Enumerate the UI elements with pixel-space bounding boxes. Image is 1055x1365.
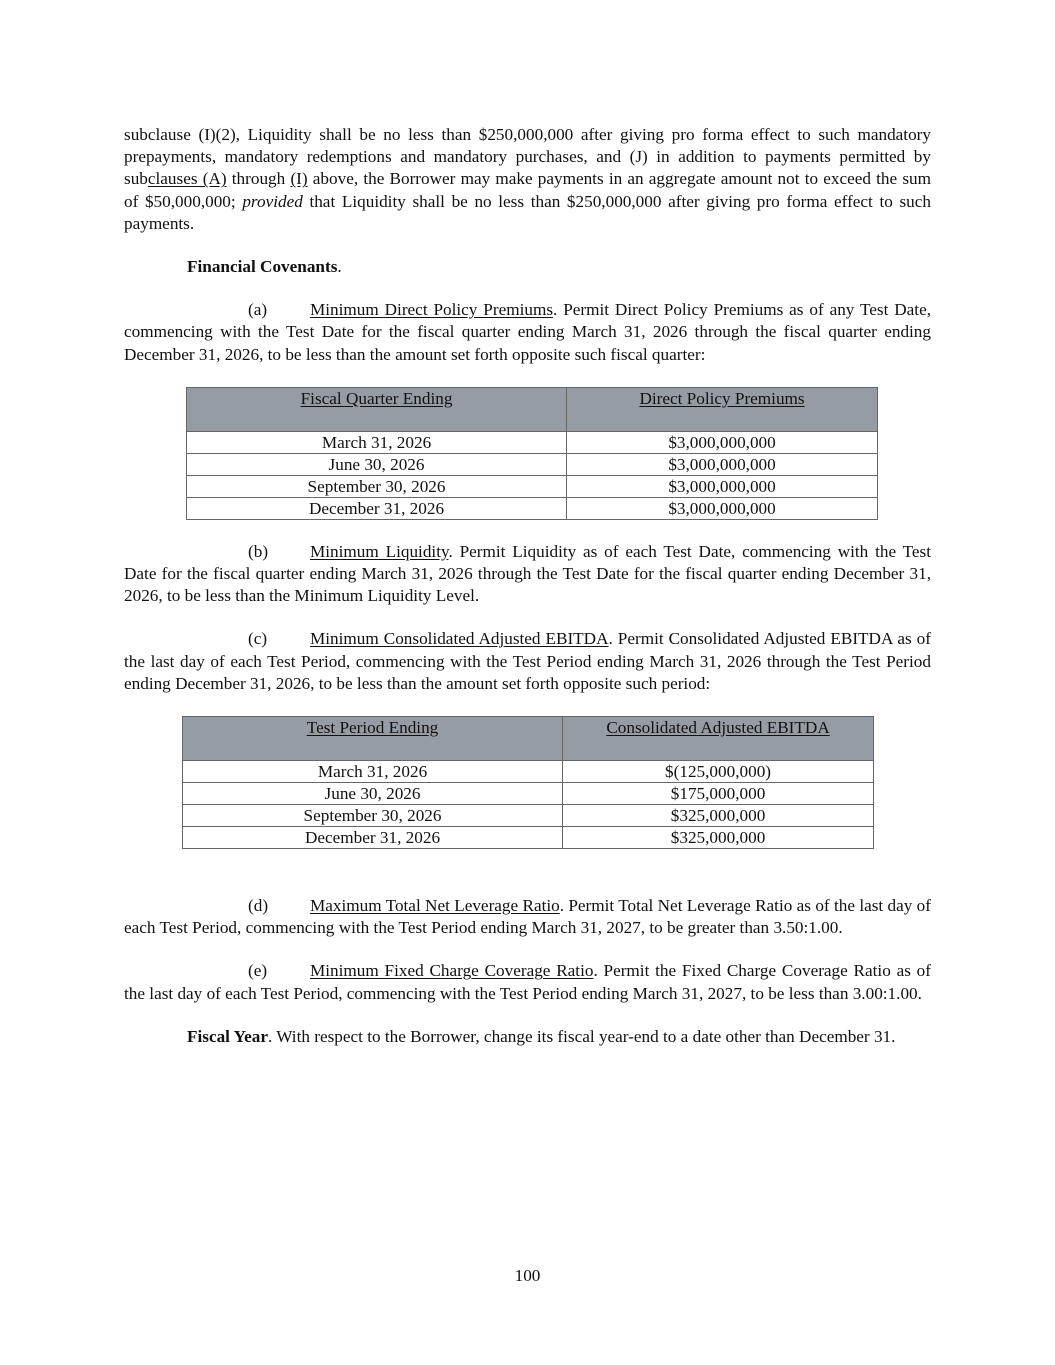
table-cell: June 30, 2026 — [187, 453, 567, 475]
clause-c-label: (c) — [248, 629, 268, 649]
table-cell: $3,000,000,000 — [567, 453, 878, 475]
table-row — [187, 497, 878, 519]
table-row — [183, 827, 874, 849]
header-consolidated-adjusted-ebitda: Consolidated Adjusted EBITDA — [606, 718, 830, 738]
clause-a-label: (a) — [248, 300, 268, 320]
clause-b-title: Minimum Liquidity — [310, 541, 449, 561]
clause-b-text: . Permit Liquidity as of each Test Date, commencing with the Test Date for the fiscal quarter ending March 31, 2026 through the Test Date for the fiscal quarter ending December 31, 2026, to be less than the Minimum Liquidity Level. — [124, 541, 931, 606]
clause-a-text: . Permit Direct Policy Premiums as of any Test Date, commencing with the Test Date for the fiscal quarter ending March 31, 2026 through the fiscal quarter ending December 31, 2026, to be less than the amount set forth opposite such fiscal quarter: — [124, 300, 931, 364]
clause-a-title: Minimum Direct Policy Premiums — [310, 300, 554, 320]
clause-c — [124, 628, 931, 695]
intro-underline-i: (I) — [290, 169, 308, 189]
header-fiscal-quarter-ending: Fiscal Quarter Ending — [300, 388, 453, 408]
intro-underline-clauses: clauses (A) — [147, 169, 227, 189]
clause-a — [124, 299, 931, 366]
fiscal-year-text: . With respect to the Borrower, change its fiscal year-end to a date other than December 31. — [267, 1026, 896, 1046]
table-header-row — [183, 717, 874, 761]
direct-policy-premiums-table — [186, 387, 878, 520]
intro-paragraph — [124, 124, 931, 235]
table-row — [183, 761, 874, 783]
clause-b — [124, 541, 931, 608]
clause-e-title: Minimum Fixed Charge Coverage Ratio — [310, 961, 594, 981]
intro-text-4: that Liquidity shall be no less than $250,000,000 after giving pro forma effect to such payments. — [124, 191, 931, 233]
table-header — [563, 717, 874, 761]
clause-b-label: (b) — [248, 541, 269, 561]
table-cell: March 31, 2026 — [183, 761, 563, 783]
table-row — [183, 783, 874, 805]
table-row — [187, 453, 878, 475]
clause-e-label: (e) — [248, 961, 268, 981]
intro-text-2: through — [226, 169, 291, 189]
clause-c-title: Minimum Consolidated Adjusted EBITDA — [310, 629, 609, 649]
table-cell: December 31, 2026 — [187, 497, 567, 519]
intro-text-1: subclause (I)(2), Liquidity shall be no less than $250,000,000 after giving pro forma effect to such mandatory prepayments, mandatory redemptions and mandatory purchases, and (J) in addition to payments permitted by sub — [124, 125, 931, 189]
table-cell: September 30, 2026 — [183, 805, 563, 827]
table-cell: June 30, 2026 — [183, 783, 563, 805]
clause-e — [124, 960, 931, 1004]
document-page — [124, 124, 931, 1069]
table-header — [183, 717, 563, 761]
header-test-period-ending: Test Period Ending — [306, 718, 439, 738]
table-cell: $3,000,000,000 — [567, 431, 878, 453]
clause-d-text: . Permit Total Net Leverage Ratio as of the last day of each Test Period, commencing with the Test Period ending March 31, 2027, to be greater than 3.50:1.00. — [124, 896, 932, 938]
table-row — [187, 475, 878, 497]
clause-c-text: . Permit Consolidated Adjusted EBITDA as of the last day of each Test Period, commencing with the Test Period ending March 31, 2026 through the Test Period ending December 31, 2026, to be less than the amount set forth opposite such period: — [124, 629, 931, 693]
table-cell: September 30, 2026 — [187, 475, 567, 497]
clause-d-label: (d) — [248, 896, 269, 916]
table-cell: March 31, 2026 — [187, 431, 567, 453]
intro-text-3: above, the Borrower may make payments in an aggregate amount not to exceed the sum of $50,000,000; — [124, 169, 931, 211]
table-header — [567, 387, 878, 431]
consolidated-adjusted-ebitda-table — [182, 716, 874, 849]
header-direct-policy-premiums: Direct Policy Premiums — [639, 388, 805, 408]
clause-e-text: . Permit the Fixed Charge Coverage Ratio as of the last day of each Test Period, commencing with the Test Period ending March 31, 2027, to be less than 3.00:1.00. — [124, 961, 931, 1003]
clause-d — [124, 895, 931, 939]
intro-provided: provided — [242, 191, 303, 211]
clause-d-title: Maximum Total Net Leverage Ratio — [310, 896, 560, 916]
fiscal-year-title: Fiscal Year — [187, 1026, 268, 1046]
table-cell: $325,000,000 — [563, 805, 874, 827]
table-cell: $3,000,000,000 — [567, 475, 878, 497]
table-cell: $325,000,000 — [563, 827, 874, 849]
table-cell: $(125,000,000) — [563, 761, 874, 783]
table-row — [183, 805, 874, 827]
financial-covenants-title: Financial Covenants — [187, 257, 338, 277]
table-header-row — [187, 387, 878, 431]
table-cell: $3,000,000,000 — [567, 497, 878, 519]
table-cell: December 31, 2026 — [183, 827, 563, 849]
fiscal-year-paragraph — [124, 1026, 931, 1048]
table-cell: $175,000,000 — [563, 783, 874, 805]
table-header — [187, 387, 567, 431]
financial-covenants-heading: Financial Covenants. — [187, 257, 342, 277]
page-number: 100 — [514, 1266, 541, 1285]
table-row — [187, 431, 878, 453]
